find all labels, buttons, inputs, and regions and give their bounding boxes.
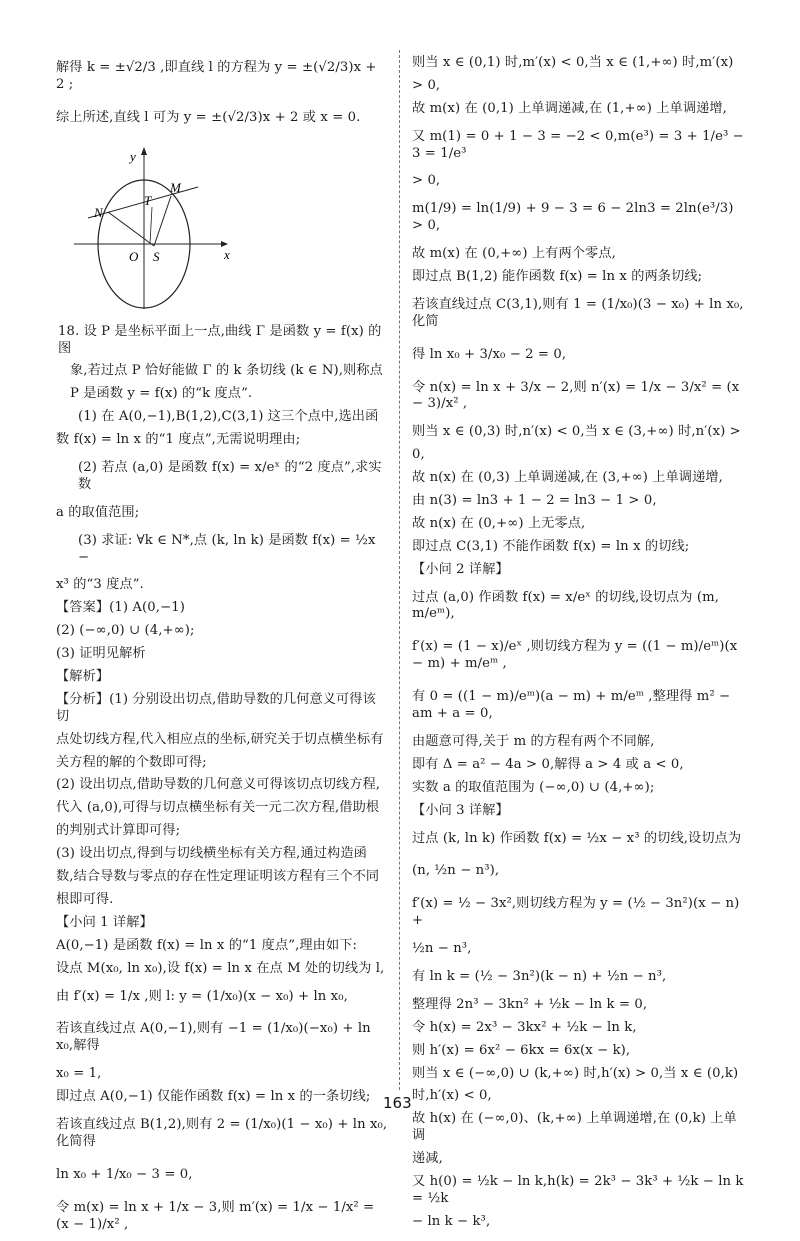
label-x: x <box>224 246 230 262</box>
problem-line: 象,若过点 P 恰好能做 Γ 的 k 条切线 (k ∈ N),则称点 <box>70 363 383 379</box>
solution-line: 故 h(x) 在 (−∞,0)、(k,+∞) 上单调递增,在 (0,k) 上单调 <box>412 1111 737 1144</box>
segment-ns <box>108 212 154 246</box>
solution-line: 实数 a 的取值范围为 (−∞,0) ∪ (4,+∞); <box>412 779 655 795</box>
problem-line: 18. 设 P 是坐标平面上一点,曲线 Γ 是函数 y = f(x) 的图 <box>58 323 382 356</box>
label-t: T <box>144 192 152 208</box>
answer-line: 【答案】(1) A(0,−1) <box>56 600 185 616</box>
sub1-solution <box>56 912 388 1241</box>
solution-line: 则当 x ∈ (−∞,0) ∪ (k,+∞) 时,h′(x) > 0,当 x ∈ (0,k) <box>412 1065 739 1081</box>
solution-line: 即有 Δ = a² − 4a > 0,解得 a > 4 或 a < 0, <box>412 756 684 772</box>
text-line: 综上所述,直线 l 可为 y = ±(√2/3)x + 2 或 x = 0. <box>56 109 361 125</box>
solution-line: 得 ln x₀ + 3/x₀ − 2 = 0, <box>412 346 567 362</box>
analysis-line: (3) 设出切点,得到与切线横坐标有关方程,通过构造函 <box>56 846 367 862</box>
solution-line: 故 n(x) 在 (0,+∞) 上无零点, <box>412 515 586 531</box>
solution-line: A(0,−1) 是函数 f(x) = ln x 的“1 度点”,理由如下: <box>56 937 358 953</box>
analysis-heading: 【解析】 <box>56 669 110 685</box>
left-column <box>56 52 388 1241</box>
solution-line: 即过点 A(0,−1) 仅能作函数 f(x) = ln x 的一条切线; <box>56 1089 371 1105</box>
solution-line: 设点 M(x₀, ln x₀),设 f(x) = ln x 在点 M 处的切线为 l, <box>56 960 385 976</box>
label-o: O <box>129 248 139 264</box>
solution-line: 即过点 C(3,1) 不能作函数 f(x) = ln x 的切线; <box>412 538 690 554</box>
text-line: 解得 k = ±√2/3 ,即直线 l 的方程为 y = ±(√2/3)x + 2 ; <box>56 60 381 92</box>
analysis-line: 【分析】(1) 分别设出切点,借助导数的几何意义可得该切 <box>56 691 376 724</box>
solution-line: 时,h′(x) < 0, <box>412 1088 492 1104</box>
solution-line: 若该直线过点 A(0,−1),则有 −1 = (1/x₀)(−x₀) + ln x₀,解得 <box>56 1021 376 1054</box>
solution-line: x₀ = 1, <box>56 1066 102 1082</box>
analysis-block <box>56 689 388 912</box>
solution-line: 则当 x ∈ (0,1) 时,m′(x) < 0,当 x ∈ (1,+∞) 时,m′(x) <box>412 55 734 70</box>
solution-line: 整理得 2n³ − 3kn² + ½k − ln k = 0, <box>412 996 648 1012</box>
page-number: 163 <box>383 1094 412 1112</box>
segment-st <box>150 207 152 244</box>
solution-line: ½n − n³, <box>412 941 472 957</box>
solution-line: − ln k − k³, <box>412 1213 491 1229</box>
problem-line: (1) 在 A(0,−1),B(1,2),C(3,1) 这三个点中,选出函 <box>78 409 379 425</box>
ellipse-diagram <box>66 141 256 311</box>
solution-line: 递减, <box>412 1151 443 1167</box>
label-y: y <box>130 148 136 164</box>
problem-line: x³ 的“3 度点”. <box>56 577 144 593</box>
solution-line: 又 h(0) = ½k − ln k,h(k) = 2k³ − 3k³ + ½k − ln k = ½k <box>412 1173 748 1206</box>
solution-line: 过点 (a,0) 作函数 f(x) = x/eˣ 的切线,设切点为 (m, m/eᵐ), <box>412 589 724 622</box>
solution-line: 即过点 B(1,2) 能作函数 f(x) = ln x 的两条切线; <box>412 269 703 285</box>
answer-line: (2) (−∞,0) ∪ (4,+∞); <box>56 623 195 639</box>
column-divider <box>399 50 400 1090</box>
solution-line: 有 ln k = (½ − 3n²)(k − n) + ½n − n³, <box>412 968 667 984</box>
solution-line: (n, ½n − n³), <box>412 863 500 879</box>
label-m: M <box>170 179 181 195</box>
problem-line: (3) 求证: ∀k ∈ N*,点 (k, ln k) 是函数 f(x) = ½x − <box>78 532 380 565</box>
solution-line: 又 m(1) = 0 + 1 − 3 = −2 < 0,m(e³) = 3 + 1/e³ − 3 = 1/e³ <box>412 128 749 161</box>
analysis-line: (2) 设出切点,借助导数的几何意义可得该切点切线方程, <box>56 777 381 793</box>
solution-line: 过点 (k, ln k) 作函数 f(x) = ½x − x³ 的切线,设切点为 <box>412 830 742 846</box>
problem-line: 数 f(x) = ln x 的“1 度点”,无需说明理由; <box>56 432 301 448</box>
line-l <box>88 187 198 218</box>
problem-line: (2) 若点 (a,0) 是函数 f(x) = x/eˣ 的“2 度点”,求实数 <box>78 460 382 492</box>
sub1-heading: 【小问 1 详解】 <box>56 914 153 930</box>
solution-line: 由 n(3) = ln3 + 1 − 2 = ln3 − 1 > 0, <box>412 493 657 509</box>
solution-line: 故 m(x) 在 (0,1) 上单调递减,在 (1,+∞) 上单调递增, <box>412 100 727 116</box>
analysis-line: 代入 (a,0),可得与切点横坐标有关一元二次方程,借助根 <box>56 800 380 816</box>
segment-ms <box>154 196 171 246</box>
answer-line: (3) 证明见解析 <box>56 646 146 662</box>
solution-line: m(1/9) = ln(1/9) + 9 − 3 = 6 − 2ln3 = 2ln(e³/3) > 0, <box>412 201 738 234</box>
solution-line: 若该直线过点 B(1,2),则有 2 = (1/x₀)(1 − x₀) + ln x₀,化简得 <box>56 1116 388 1149</box>
solution-line: 故 n(x) 在 (0,3) 上单调递减,在 (3,+∞) 上单调递增, <box>412 470 723 486</box>
analysis-line: 根即可得. <box>56 891 114 907</box>
sub3-heading: 【小问 3 详解】 <box>412 802 509 818</box>
solution-line: f′(x) = ½ − 3x²,则切线方程为 y = (½ − 3n²)(x − n) + <box>412 896 744 929</box>
solution-line: > 0, <box>412 77 441 93</box>
solution-line: 则当 x ∈ (0,3) 时,n′(x) < 0,当 x ∈ (3,+∞) 时,n′(x) > <box>412 424 741 440</box>
analysis-line: 数,结合导数与零点的存在性定理证明该方程有三个不同 <box>56 869 380 885</box>
problem-18 <box>56 321 388 598</box>
label-s: S <box>153 248 160 264</box>
answer-block <box>56 597 388 689</box>
ellipse-figure <box>66 141 256 311</box>
solution-line: 令 h(x) = 2x³ − 3kx² + ½k − ln k, <box>412 1019 637 1035</box>
analysis-line: 关方程的解的个数即可得; <box>56 754 207 770</box>
solution-line: 故 m(x) 在 (0,+∞) 上有两个零点, <box>412 246 616 262</box>
problem-line: P 是函数 y = f(x) 的“k 度点”. <box>70 386 253 402</box>
solution-line: 若该直线过点 C(3,1),则有 1 = (1/x₀)(3 − x₀) + ln x₀,化简 <box>412 296 744 329</box>
y-axis-arrow <box>141 147 147 155</box>
problem-line: a 的取值范围; <box>56 504 140 520</box>
solution-line: 令 m(x) = ln x + 1/x − 3,则 m′(x) = 1/x − 1/x² = (x − 1)/x² , <box>56 1199 379 1232</box>
solution-line: 有 0 = ((1 − m)/eᵐ)(a − m) + m/eᵐ ,整理得 m² − am + a = 0, <box>412 689 735 722</box>
solution-line: 0, <box>412 447 425 463</box>
solution-line: f′(x) = (1 − x)/eˣ ,则切线方程为 y = ((1 − m)/eᵐ)(x − m) + m/eᵐ , <box>412 639 742 672</box>
analysis-line: 的判别式计算即可得; <box>56 823 181 839</box>
label-n: N <box>94 204 103 220</box>
analysis-line: 点处切线方程,代入相应点的坐标,研究关于切点横坐标有 <box>56 731 384 747</box>
solution-line: 由 f′(x) = 1/x ,则 l: y = (1/x₀)(x − x₀) + ln x₀, <box>56 988 348 1004</box>
solution-line: ln x₀ + 1/x₀ − 3 = 0, <box>56 1166 193 1182</box>
sub2-heading: 【小问 2 详解】 <box>412 561 509 577</box>
solution-line: 由题意可得,关于 m 的方程有两个不同解, <box>412 733 655 749</box>
solution-line: 令 n(x) = ln x + 3/x − 2,则 n′(x) = 1/x − 3/x² = (x − 3)/x² , <box>412 379 744 412</box>
right-column <box>412 52 749 1234</box>
solution-line: 则 h′(x) = 6x² − 6kx = 6x(x − k), <box>412 1042 631 1058</box>
solution-line: > 0, <box>412 173 441 189</box>
